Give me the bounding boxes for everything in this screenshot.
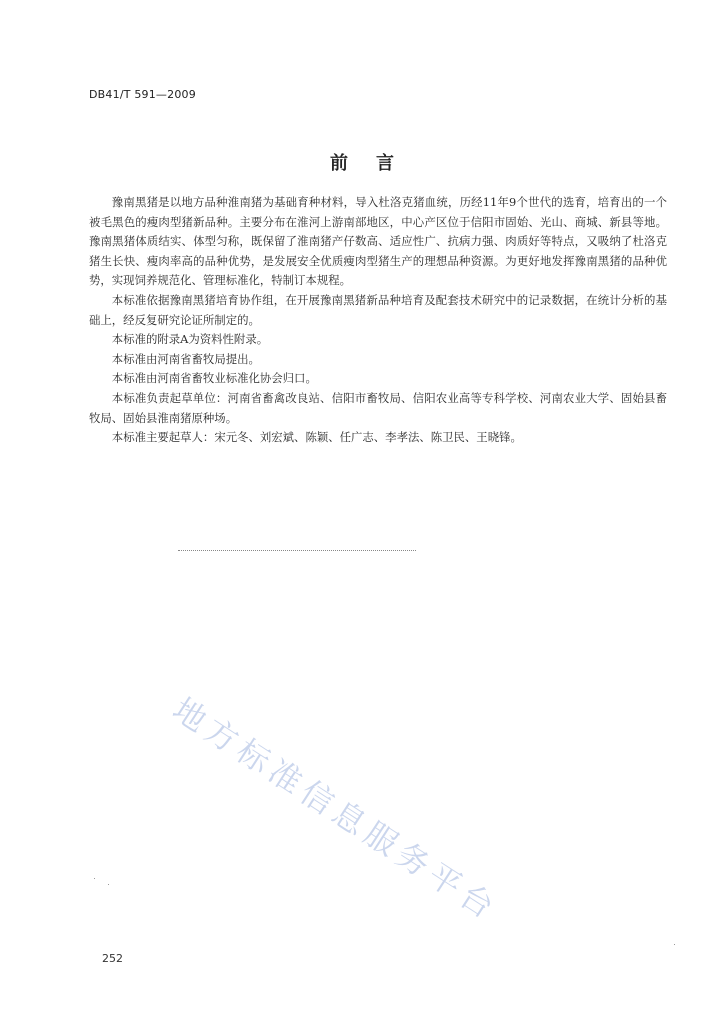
paragraph-proposer: 本标准由河南省畜牧局提出。 [111, 351, 260, 366]
dotted-separator [178, 550, 416, 551]
watermark: 地方标准信息服务平台 [166, 690, 506, 929]
foreword-body [89, 193, 667, 448]
paragraph-drafting-units: 本标准负责起草单位：河南省畜禽改良站、信阳市畜牧局、信阳农业高等专科学校、河南农业大学、固始县畜牧局、固始县淮南猪原种场。 [89, 390, 667, 425]
paragraph-drafters: 本标准主要起草人：宋元冬、刘宏斌、陈颖、任广志、李孝法、陈卫民、王晓锋。 [111, 430, 522, 445]
paragraph-attribution: 本标准由河南省畜牧业标准化协会归口。 [111, 371, 317, 386]
scan-speck [674, 944, 675, 945]
page-number: 252 [102, 952, 123, 965]
paragraph-basis: 本标准依据豫南黑猪培育协作组，在开展豫南黑猪新品种培育及配套技术研究中的记录数据，在统计分析的基础上，经反复研究论证所制定的。 [89, 292, 667, 327]
scan-speck [108, 884, 109, 885]
standard-code: DB41/T 591—2009 [89, 88, 196, 101]
scan-speck [94, 878, 95, 879]
paragraph-intro: 豫南黑猪是以地方品种淮南猪为基础育种材料，导入杜洛克猪血统，历经11年9个世代的选育，培育出的一个被毛黑色的瘦肉型猪新品种。主要分布在淮河上游南部地区，中心产区位于信阳市固始、光山、商城、新县等地。豫南黑猪体质结实、体型匀称，既保留了淮南猪产仔数高、适应性广、抗病力强、肉质好等特点，又吸纳了杜洛克猪生长快、瘦肉率高的品种优势，是发展安全优质瘦肉型猪生产的理想品种资源。为更好地发挥豫南黑猪的品种优势，实现饲养规范化、管理标准化，特制订本规程。 [89, 195, 667, 288]
page-title: 前言 [330, 153, 422, 174]
paragraph-appendix: 本标准的附录A为资料性附录。 [111, 332, 269, 347]
